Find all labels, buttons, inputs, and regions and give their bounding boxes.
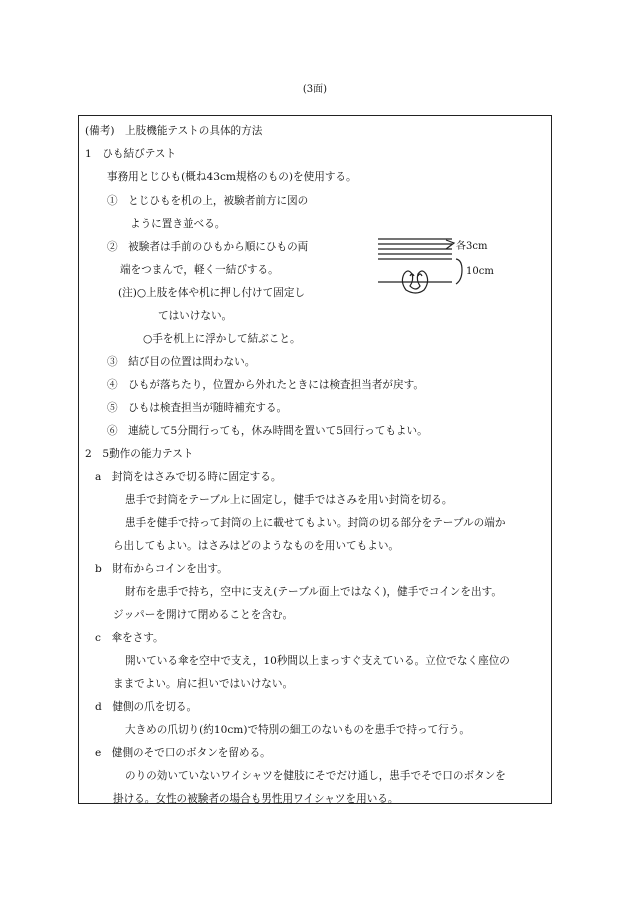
item-c-heading: c 傘をさす。 (95, 632, 164, 644)
remarks-title: (備考) 上肢機能テストの具体的方法 (85, 125, 263, 137)
item-b-heading: b 財布からコインを出す。 (95, 563, 228, 575)
item-a-heading: a 封筒をはさみで切る時に固定する。 (95, 471, 282, 483)
note-2: ○手を机上に浮かして結ぶこと。 (143, 333, 301, 345)
item-a-text-3: ら出してもよい。はさみはどのようなものを用いてもよい。 (113, 540, 400, 552)
step-2-line-1: ② 被験者は手前のひもから順にひもの両 (107, 241, 309, 253)
item-a-text-1: 患手で封筒をテーブル上に固定し，健手ではさみを用い封筒を切る。 (125, 494, 453, 506)
page-number: (3面) (302, 84, 328, 95)
step-4: ④ ひもが落ちたり，位置から外れたときには検査担当者が戻す。 (107, 379, 424, 391)
item-e-text-2: 掛ける。女性の被験者の場合も男性用ワイシャツを用いる。 (113, 793, 399, 805)
item-e-heading: e 健側のそで口のボタンを留める。 (95, 747, 271, 759)
item-b-text-1: 財布を患手で持ち，空中に支え(テーブル面上ではなく)，健手でコインを出す。 (125, 586, 502, 598)
item-b-text-2: ジッパーを開けて閉めることを含む。 (113, 609, 294, 621)
step-1-line-2: ように置き並べる。 (130, 218, 226, 230)
figure-label-height: 10cm (466, 266, 494, 277)
step-2-line-2: 端をつまんで，軽く一結びする。 (120, 264, 279, 276)
step-6: ⑥ 連続して5分間行っても，休み時間を置いて5回行ってもよい。 (107, 425, 428, 437)
item-d-text: 大きめの爪切り(約10cm)で特別の細工のないものを患手で持って行う。 (125, 724, 470, 736)
string-layout-figure (376, 232, 506, 302)
section-1-heading: 1 ひも結びテスト (85, 148, 177, 160)
step-1-line-1: ① とじひもを机の上，被験者前方に図の (107, 195, 309, 207)
note-1-line-1: (注)○上肢を体や机に押し付けて固定し (118, 287, 306, 299)
item-c-text-2: ままでよい。肩に担いではいけない。 (113, 678, 294, 690)
item-a-text-2: 患手を健手で持って封筒の上に載せてもよい。封筒の切る部分をテーブルの端か (125, 517, 506, 529)
section-2-heading: 2 5動作の能力テスト (85, 448, 194, 460)
item-c-text-1: 開いている傘を空中で支え，10秒間以上まっすぐ支えている。立位でなく座位の (125, 655, 510, 667)
step-5: ⑤ ひもは検査担当が随時補充する。 (107, 402, 288, 414)
item-d-heading: d 健側の爪を切る。 (95, 701, 198, 713)
item-e-text-1: のりの効いていないワイシャツを健肢にそでだけ通し，患手でそで口のボタンを (125, 770, 506, 782)
figure-label-spacing: 各3cm (456, 241, 488, 252)
step-3: ③ 結び目の位置は問わない。 (107, 356, 256, 368)
section-1-intro: 事務用とじひも(概ね43cm規格のもの)を使用する。 (107, 171, 357, 183)
note-1-line-2: てはいけない。 (158, 310, 233, 322)
